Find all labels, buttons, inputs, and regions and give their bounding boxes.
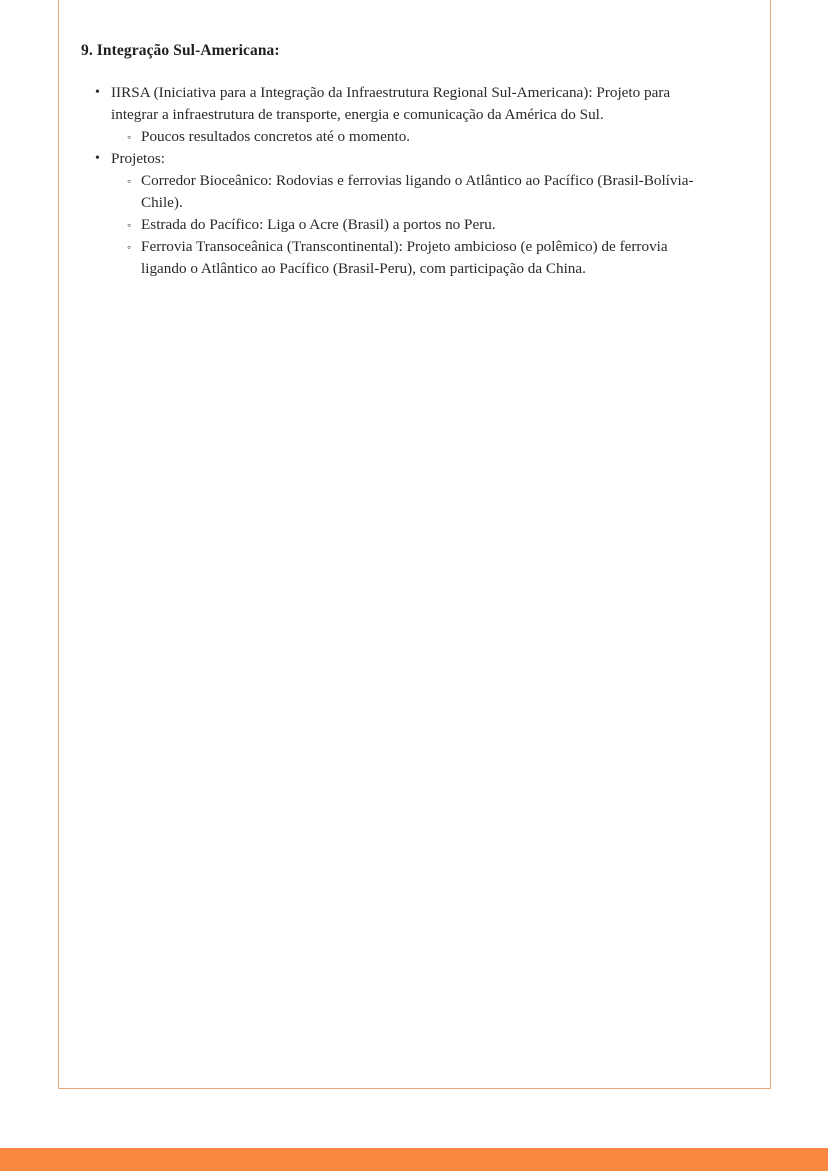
list-item [59,148,772,170]
page-title: 9. Integração Sul-Americana: [81,42,280,59]
list-item-text: IIRSA (Iniciativa para a Integração da Infraestrutura Regional Sul-Americana): Projeto para integrar a infraestrutura de transporte, energia e comunicação da América do Sul. [111,84,671,123]
bullet-circle-icon: ◦ [127,218,132,232]
bullet-circle-icon: ◦ [127,174,132,188]
list-item [59,214,772,236]
list-item [59,236,772,280]
list-item-text: Poucos resultados concretos até o momento. [141,128,411,145]
list-item-text: Ferrovia Transoceânica (Transcontinental): Projeto ambicioso (e polêmico) de ferrovia ligando o Atlântico ao Pacífico (Brasil-Peru), com participação da China. [141,238,668,277]
bullet-disc-icon: • [95,151,100,166]
list-item-text: Projetos: [111,150,166,167]
bullet-circle-icon: ◦ [127,130,132,144]
document-page-content [59,0,770,1089]
list-item [59,82,772,126]
list-item [59,126,772,148]
document-page-frame [58,0,771,1089]
outline-list [59,82,772,280]
list-item [59,170,772,214]
list-item-text: Estrada do Pacífico: Liga o Acre (Brasil) a portos no Peru. [141,216,496,233]
bullet-circle-icon: ◦ [127,240,132,254]
list-item-text: Corredor Bioceânico: Rodovias e ferrovias ligando o Atlântico ao Pacífico (Brasil-Bolívia-Chile). [141,172,694,211]
footer-accent-bar [0,1148,828,1171]
bullet-disc-icon: • [95,85,100,100]
